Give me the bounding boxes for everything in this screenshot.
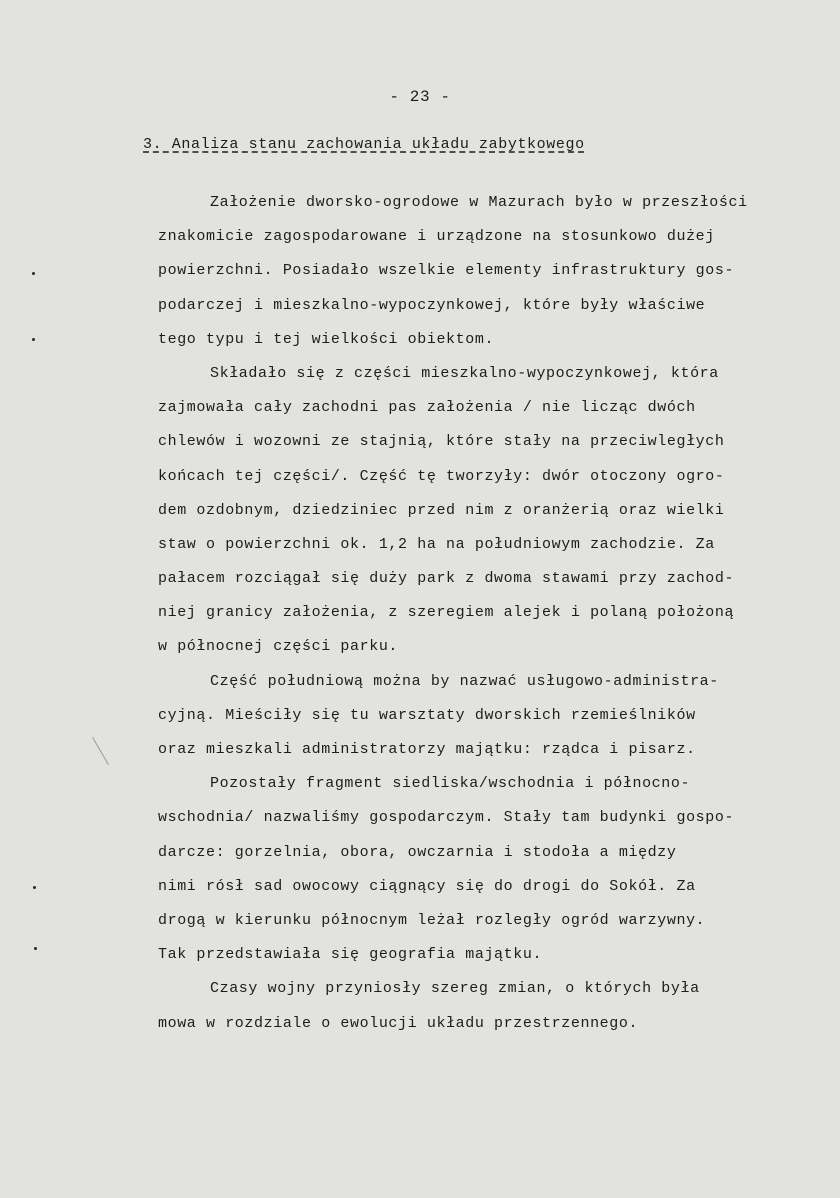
text-line: pałacem rozciągał się duży park z dwoma stawami przy zachod-	[158, 570, 735, 588]
text-line: podarczej i mieszkalno-wypoczynkowej, które były właściwe	[158, 296, 706, 314]
text-line: znakomicie zagospodarowane i urządzone na stosunkowo dużej	[158, 228, 715, 246]
text-line: Składało się z części mieszkalno-wypoczynkowej, która	[210, 364, 719, 382]
text-line: Pozostały fragment siedliska/wschodnia i północno-	[210, 775, 691, 793]
text-line: Tak przedstawiała się geografia majątku.	[158, 946, 543, 964]
margin-mark	[92, 737, 109, 765]
margin-speck	[33, 886, 36, 889]
text-line: końcach tej części/. Część tę tworzyły: dwór otoczony ogro-	[158, 467, 725, 485]
page-number: - 23 -	[389, 88, 451, 106]
text-line: drogą w kierunku północnym leżał rozległy ogród warzywny.	[158, 911, 706, 929]
text-line: mowa w rozdziale o ewolucji układu przestrzennego.	[158, 1014, 639, 1032]
text-line: niej granicy założenia, z szeregiem alejek i polaną położoną	[158, 604, 735, 622]
text-line: Założenie dworsko-ogrodowe w Mazurach było w przeszłości	[210, 194, 748, 211]
margin-speck	[32, 338, 35, 341]
text-line: wschodnia/ nazwaliśmy gospodarczym. Stały tam budynki gospo-	[158, 809, 735, 827]
text-line: staw o powierzchni ok. 1,2 ha na południowym zachodzie. Za	[158, 535, 715, 553]
text-line: dem ozdobnym, dziedziniec przed nim z oranżerią oraz wielki	[158, 501, 725, 519]
text-line: powierzchni. Posiadało wszelkie elementy infrastruktury gos-	[158, 262, 735, 280]
text-line: tego typu i tej wielkości obiektom.	[158, 330, 495, 348]
margin-speck	[34, 947, 37, 950]
text-line: nimi rósł sad owocowy ciągnący się do drogi do Sokół. Za	[158, 877, 696, 895]
section-heading: 3. Analiza stanu zachowania układu zabytkowego	[143, 136, 585, 153]
text-line: w północnej części parku.	[158, 638, 399, 656]
text-line: zajmowała cały zachodni pas założenia / nie licząc dwóch	[158, 399, 696, 417]
text-line: Część południową można by nazwać usługowo-administra-	[210, 672, 719, 690]
text-line: chlewów i wozowni ze stajnią, które stały na przeciwległych	[158, 433, 725, 451]
text-line: Czasy wojny przyniosły szereg zmian, o których była	[210, 980, 700, 998]
text-line: oraz mieszkali administratorzy majątku: rządca i pisarz.	[158, 741, 696, 758]
margin-speck	[32, 272, 35, 275]
body-text	[158, 186, 798, 1041]
text-line: cyjną. Mieściły się tu warsztaty dworskich rzemieślników	[158, 706, 696, 724]
text-line: darcze: gorzelnia, obora, owczarnia i stodoła a między	[158, 843, 677, 861]
